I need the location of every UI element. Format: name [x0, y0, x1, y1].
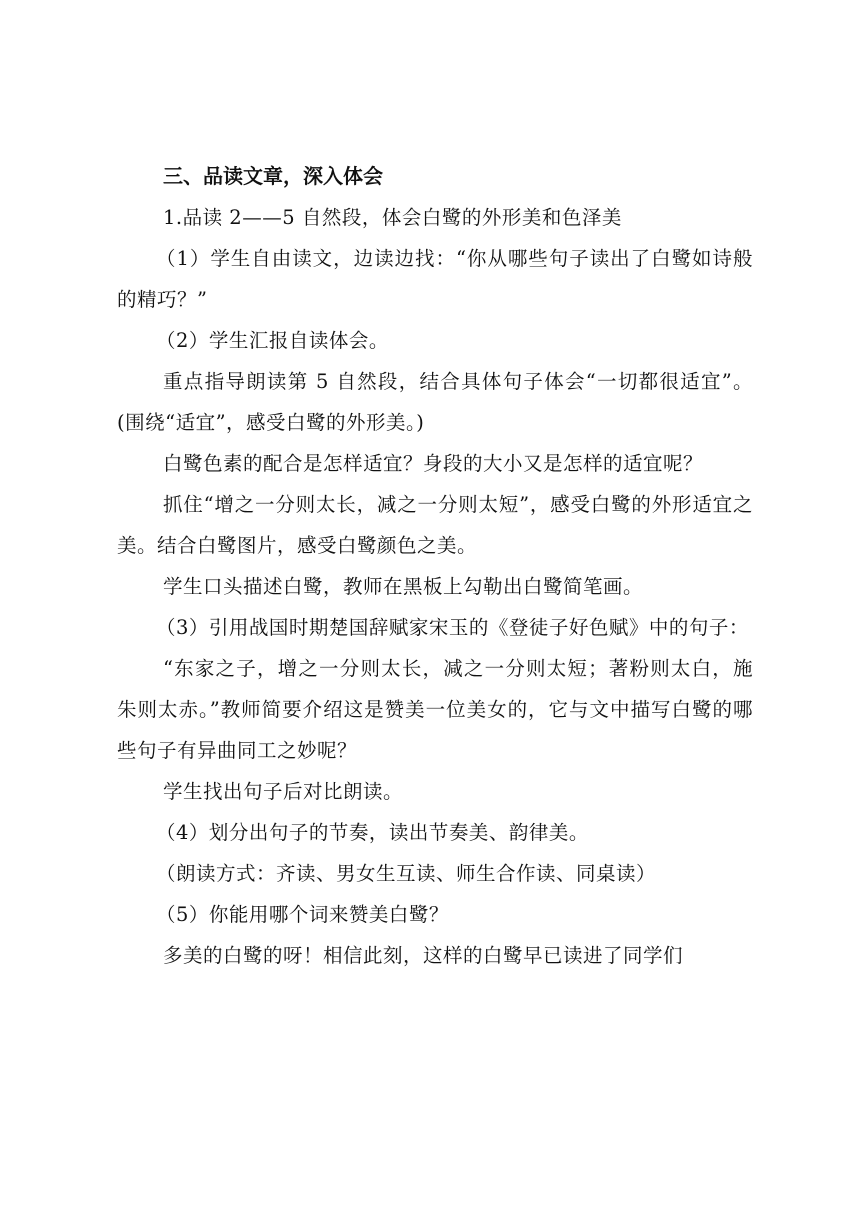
paragraph-11: （4）划分出句子的节奏，读出节奏美、韵律美。 — [156, 821, 589, 844]
paragraph-13: （5）你能用哪个词来赞美白鹭？ — [156, 903, 449, 926]
paragraph-4: 重点指导朗读第 5 自然段，结合具体句子体会“一切都很适宜”。(围绕“适宜”，感受白鹭的外形美。) — [117, 370, 753, 434]
paragraph-5: 白鹭色素的配合是怎样适宜？身段的大小又是怎样的适宜呢？ — [163, 452, 704, 475]
paragraph-12: （朗读方式：齐读、男女生互读、师生合作读、同桌读） — [156, 862, 657, 885]
paragraph-2: （1）学生自由读文，边读边找：“你从哪些句子读出了白鹭如诗般的精巧？” — [117, 247, 753, 311]
paragraph-9: “东家之子，增之一分则太长，减之一分则太短；著粉则太白，施朱则太赤。”教师简要介绍这是赞美一位美女的，它与文中描写白鹭的哪些句子有异曲同工之妙呢？ — [117, 657, 753, 762]
paragraph-3: （2）学生汇报自读体会。 — [156, 329, 389, 352]
section-heading: 三、品读文章，深入体会 — [163, 164, 383, 188]
paragraph-7: 学生口头描述白鹭，教师在黑板上勾勒出白鹭简笔画。 — [163, 575, 644, 598]
paragraph-10: 学生找出句子后对比朗读。 — [163, 780, 404, 803]
paragraph-14: 多美的白鹭的呀！相信此刻，这样的白鹭早已读进了同学们 — [163, 944, 684, 967]
document-page — [117, 156, 753, 976]
paragraph-1: 1.品读 2——5 自然段，体会白鹭的外形美和色泽美 — [163, 206, 622, 229]
paragraph-6: 抓住“增之一分则太长，减之一分则太短”，感受白鹭的外形适宜之美。结合白鹭图片，感受白鹭颜色之美。 — [117, 493, 753, 557]
paragraph-8: （3）引用战国时期楚国辞赋家宋玉的《登徒子好色赋》中的句子： — [156, 616, 749, 639]
